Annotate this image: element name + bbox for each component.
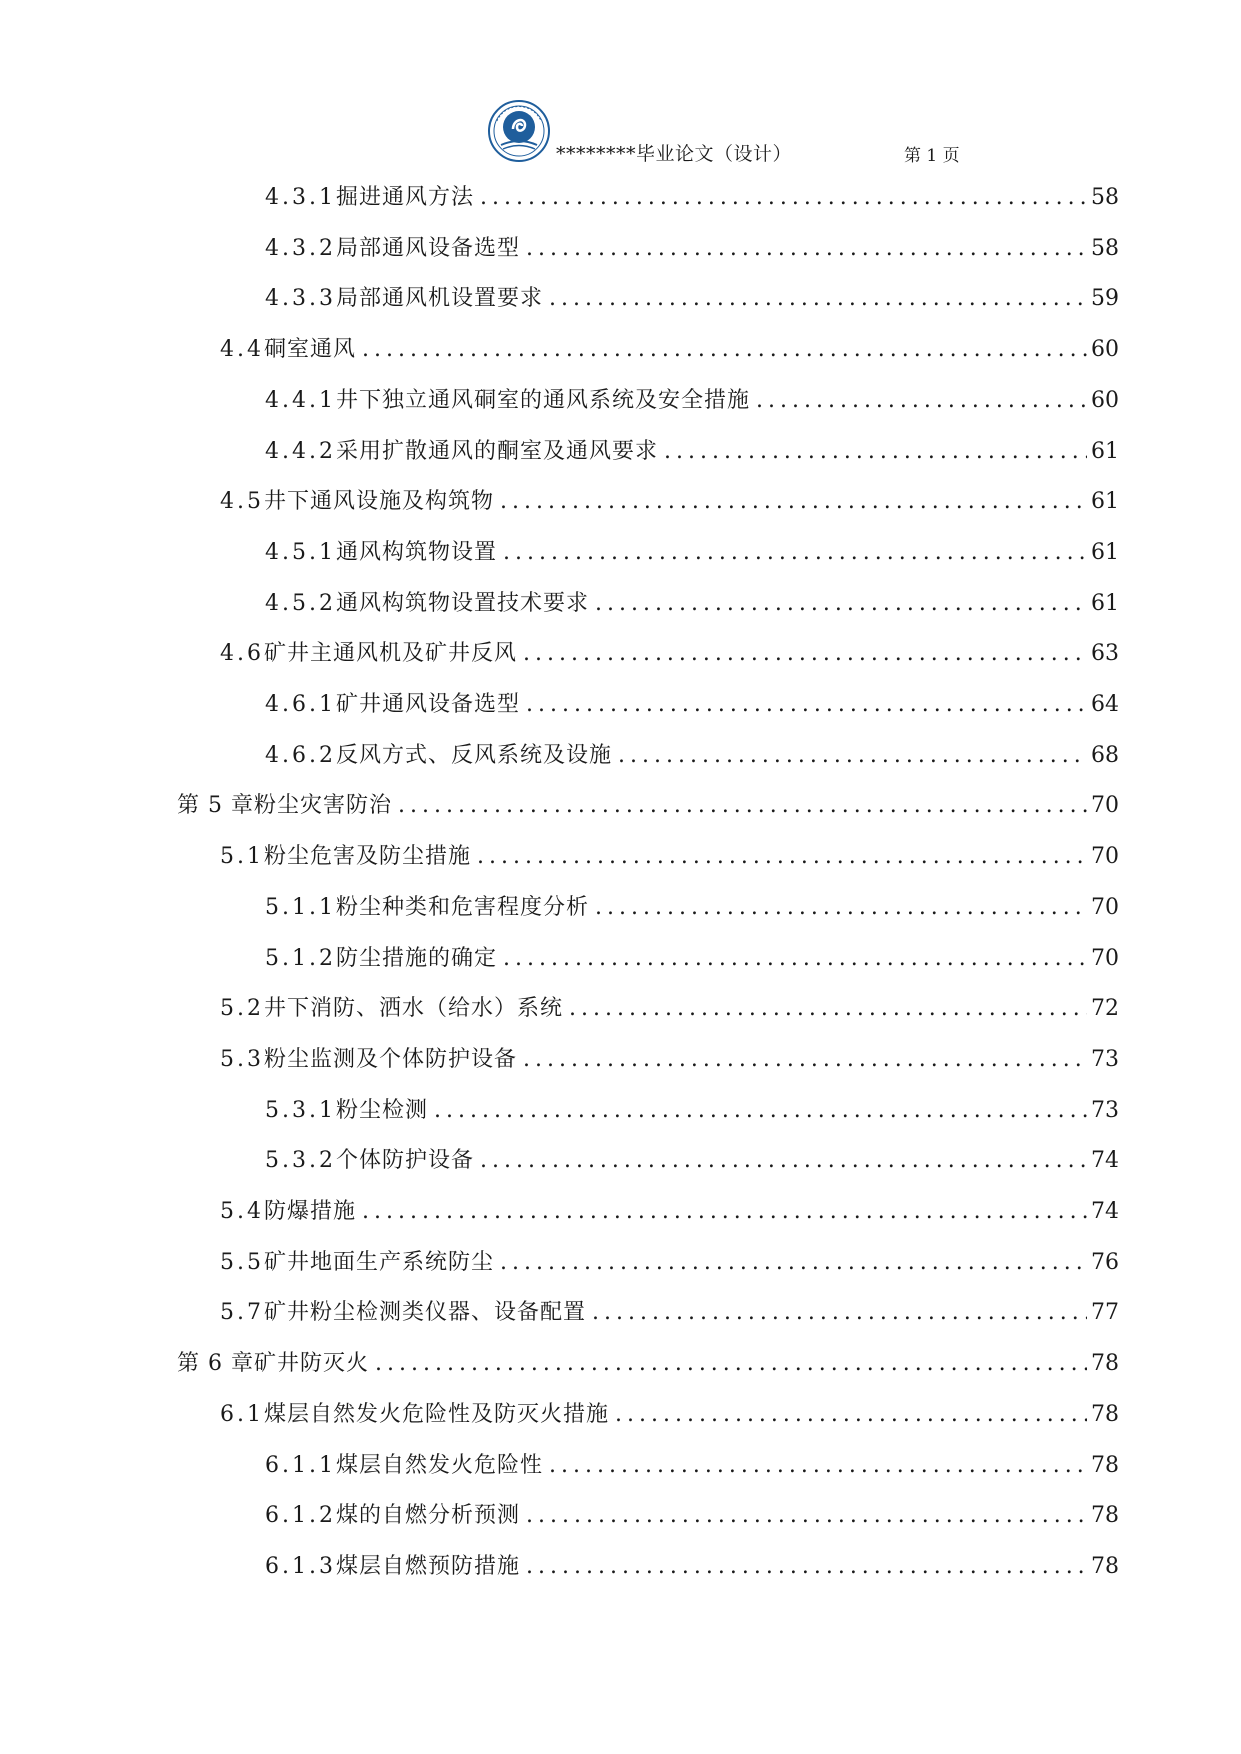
toc-entry-number: 4.5.1	[265, 540, 336, 565]
toc-entry-page: 61	[1091, 540, 1119, 565]
toc-entry-page: 72	[1091, 996, 1119, 1021]
toc-entry-number: 4.6.2	[265, 743, 336, 768]
toc-entry-number: 6.1.1	[265, 1453, 336, 1478]
toc-entry-number: 5.5	[220, 1250, 264, 1275]
toc-entry[interactable]	[265, 586, 1119, 622]
toc-entry-number: 4.3.1	[265, 185, 336, 210]
toc-dot-leader	[595, 586, 1087, 622]
toc-entry-page: 63	[1091, 641, 1119, 666]
toc-dot-leader	[362, 1194, 1087, 1230]
toc-entry-title: 局部通风设备选型	[335, 236, 520, 261]
toc-entry-page: 70	[1091, 946, 1119, 971]
toc-dot-leader	[618, 738, 1087, 774]
toc-entry-title: 掘进通风方法	[335, 185, 474, 210]
toc-entry-title: 采用扩散通风的酮室及通风要求	[335, 439, 658, 464]
toc-entry-title: 防爆措施	[264, 1199, 357, 1224]
toc-entry-number: 第 6 章	[177, 1351, 254, 1376]
toc-entry-title: 粉尘危害及防尘措施	[264, 844, 472, 869]
page-header	[0, 95, 1241, 165]
toc-entry[interactable]	[220, 636, 1119, 672]
toc-entry[interactable]	[220, 1245, 1119, 1281]
university-emblem-icon	[487, 99, 551, 163]
toc-entry-number: 5.1.2	[265, 946, 336, 971]
toc-entry[interactable]	[265, 738, 1119, 774]
toc-entry[interactable]	[220, 1042, 1119, 1078]
toc-entry-title: 矿井防灭火	[253, 1351, 369, 1376]
toc-entry-number: 4.6	[220, 641, 264, 666]
toc-entry-number: 5.1.1	[265, 895, 336, 920]
toc-entry-number: 6.1	[220, 1402, 264, 1427]
toc-dot-leader	[756, 383, 1087, 419]
toc-dot-leader	[526, 687, 1087, 723]
toc-dot-leader	[526, 1498, 1087, 1534]
toc-entry[interactable]	[265, 535, 1119, 571]
toc-entry-title: 煤层自燃预防措施	[335, 1554, 520, 1579]
toc-entry-number: 5.3.1	[265, 1098, 336, 1123]
toc-entry-number: 5.2	[220, 996, 264, 1021]
toc-entry-page: 61	[1091, 591, 1119, 616]
toc-entry-number: 6.1.3	[265, 1554, 336, 1579]
toc-entry-number: 5.3	[220, 1047, 264, 1072]
toc-entry-title: 矿井主通风机及矿井反风	[264, 641, 518, 666]
toc-entry-page: 78	[1091, 1402, 1119, 1427]
toc-dot-leader	[615, 1397, 1087, 1433]
toc-entry-number: 4.6.1	[265, 692, 336, 717]
toc-dot-leader	[523, 1042, 1087, 1078]
toc-entry-number: 5.4	[220, 1199, 264, 1224]
thesis-header-title: ********毕业论文（设计）	[556, 143, 793, 165]
toc-entry[interactable]	[265, 1549, 1119, 1585]
toc-dot-leader	[569, 991, 1087, 1027]
toc-dot-leader	[480, 180, 1087, 216]
toc-dot-leader	[375, 1346, 1087, 1382]
toc-entry[interactable]	[265, 231, 1119, 267]
toc-entry-number: 4.4	[220, 337, 264, 362]
toc-entry-page: 68	[1091, 743, 1119, 768]
toc-entry-page: 59	[1091, 286, 1119, 311]
toc-entry-title: 矿井粉尘检测类仪器、设备配置	[264, 1300, 587, 1325]
toc-dot-leader	[526, 231, 1087, 267]
toc-entry[interactable]	[177, 788, 1119, 824]
toc-entry-title: 硐室通风	[264, 337, 357, 362]
toc-dot-leader	[526, 1549, 1087, 1585]
toc-entry-title: 粉尘检测	[335, 1098, 428, 1123]
toc-entry-title: 煤的自燃分析预测	[335, 1503, 520, 1528]
toc-entry[interactable]	[265, 687, 1119, 723]
toc-dot-leader	[362, 332, 1087, 368]
toc-entry[interactable]	[265, 434, 1119, 470]
toc-dot-leader	[523, 636, 1087, 672]
toc-entry-number: 5.7	[220, 1300, 264, 1325]
toc-dot-leader	[664, 434, 1087, 470]
toc-entry-number: 4.5	[220, 489, 264, 514]
toc-entry[interactable]	[220, 484, 1119, 520]
toc-entry[interactable]	[220, 839, 1119, 875]
toc-entry-page: 73	[1091, 1047, 1119, 1072]
toc-entry[interactable]	[220, 332, 1119, 368]
toc-dot-leader	[500, 484, 1087, 520]
toc-entry-page: 78	[1091, 1351, 1119, 1376]
toc-entry-title: 通风构筑物设置	[335, 540, 497, 565]
toc-entry-title: 矿井地面生产系统防尘	[264, 1250, 495, 1275]
toc-entry-title: 煤层自然发火危险性及防灭火措施	[264, 1402, 610, 1427]
toc-entry-page: 64	[1091, 692, 1119, 717]
toc-entry-page: 61	[1091, 439, 1119, 464]
toc-dot-leader	[434, 1093, 1087, 1129]
toc-entry-number: 5.3.2	[265, 1148, 336, 1173]
toc-entry[interactable]	[265, 890, 1119, 926]
toc-dot-leader	[549, 1448, 1087, 1484]
toc-entry-title: 井下消防、洒水（给水）系统	[264, 996, 564, 1021]
toc-entry-title: 井下通风设施及构筑物	[264, 489, 495, 514]
toc-entry-page: 58	[1091, 236, 1119, 261]
page-number-label: 第 1 页	[904, 146, 960, 166]
toc-entry-title: 通风构筑物设置技术要求	[335, 591, 589, 616]
toc-entry-number: 第 5 章	[177, 793, 254, 818]
toc-entry[interactable]	[265, 1448, 1119, 1484]
toc-entry[interactable]	[177, 1346, 1119, 1382]
toc-entry[interactable]	[220, 1194, 1119, 1230]
toc-entry[interactable]	[265, 1093, 1119, 1129]
toc-entry-page: 70	[1091, 895, 1119, 920]
toc-entry[interactable]	[220, 1295, 1119, 1331]
toc-entry-number: 4.3.3	[265, 286, 336, 311]
toc-entry-number: 4.4.1	[265, 388, 336, 413]
toc-dot-leader	[398, 788, 1087, 824]
toc-entry-number: 4.3.2	[265, 236, 336, 261]
toc-entry-number: 4.4.2	[265, 439, 336, 464]
toc-entry-number: 4.5.2	[265, 591, 336, 616]
toc-dot-leader	[549, 281, 1087, 317]
toc-entry[interactable]	[265, 383, 1119, 419]
toc-entry-page: 60	[1091, 388, 1119, 413]
toc-entry-page: 61	[1091, 489, 1119, 514]
toc-entry-page: 74	[1091, 1148, 1119, 1173]
toc-entry-page: 74	[1091, 1199, 1119, 1224]
toc-entry-page: 78	[1091, 1453, 1119, 1478]
toc-entry-title: 个体防护设备	[335, 1148, 474, 1173]
toc-dot-leader	[592, 1295, 1087, 1331]
toc-entry-title: 反风方式、反风系统及设施	[335, 743, 612, 768]
toc-entry[interactable]	[265, 180, 1119, 216]
toc-entry-page: 60	[1091, 337, 1119, 362]
toc-entry-title: 井下独立通风硐室的通风系统及安全措施	[335, 388, 750, 413]
toc-entry[interactable]	[220, 1397, 1119, 1433]
toc-entry-page: 77	[1091, 1300, 1119, 1325]
toc-dot-leader	[503, 941, 1087, 977]
toc-entry[interactable]	[265, 1143, 1119, 1179]
toc-entry-page: 70	[1091, 793, 1119, 818]
toc-entry-page: 70	[1091, 844, 1119, 869]
toc-dot-leader	[503, 535, 1087, 571]
toc-entry-title: 矿井通风设备选型	[335, 692, 520, 717]
toc-entry[interactable]	[265, 941, 1119, 977]
toc-entry-title: 粉尘种类和危害程度分析	[335, 895, 589, 920]
toc-dot-leader	[595, 890, 1087, 926]
toc-entry-number: 5.1	[220, 844, 264, 869]
toc-entry[interactable]	[220, 991, 1119, 1027]
toc-entry-page: 73	[1091, 1098, 1119, 1123]
toc-entry-page: 78	[1091, 1554, 1119, 1579]
toc-entry-title: 粉尘灾害防治	[253, 793, 392, 818]
toc-dot-leader	[480, 1143, 1087, 1179]
toc-entry-title: 粉尘监测及个体防护设备	[264, 1047, 518, 1072]
toc-dot-leader	[500, 1245, 1087, 1281]
toc-entry-title: 煤层自然发火危险性	[335, 1453, 543, 1478]
toc-entry-page: 78	[1091, 1503, 1119, 1528]
toc-dot-leader	[477, 839, 1087, 875]
toc-entry-title: 局部通风机设置要求	[335, 286, 543, 311]
toc-entry-number: 6.1.2	[265, 1503, 336, 1528]
toc-entry-title: 防尘措施的确定	[335, 946, 497, 971]
toc-entry[interactable]	[265, 1498, 1119, 1534]
toc-entry-page: 76	[1091, 1250, 1119, 1275]
toc-entry-page: 58	[1091, 185, 1119, 210]
toc-entry[interactable]	[265, 281, 1119, 317]
